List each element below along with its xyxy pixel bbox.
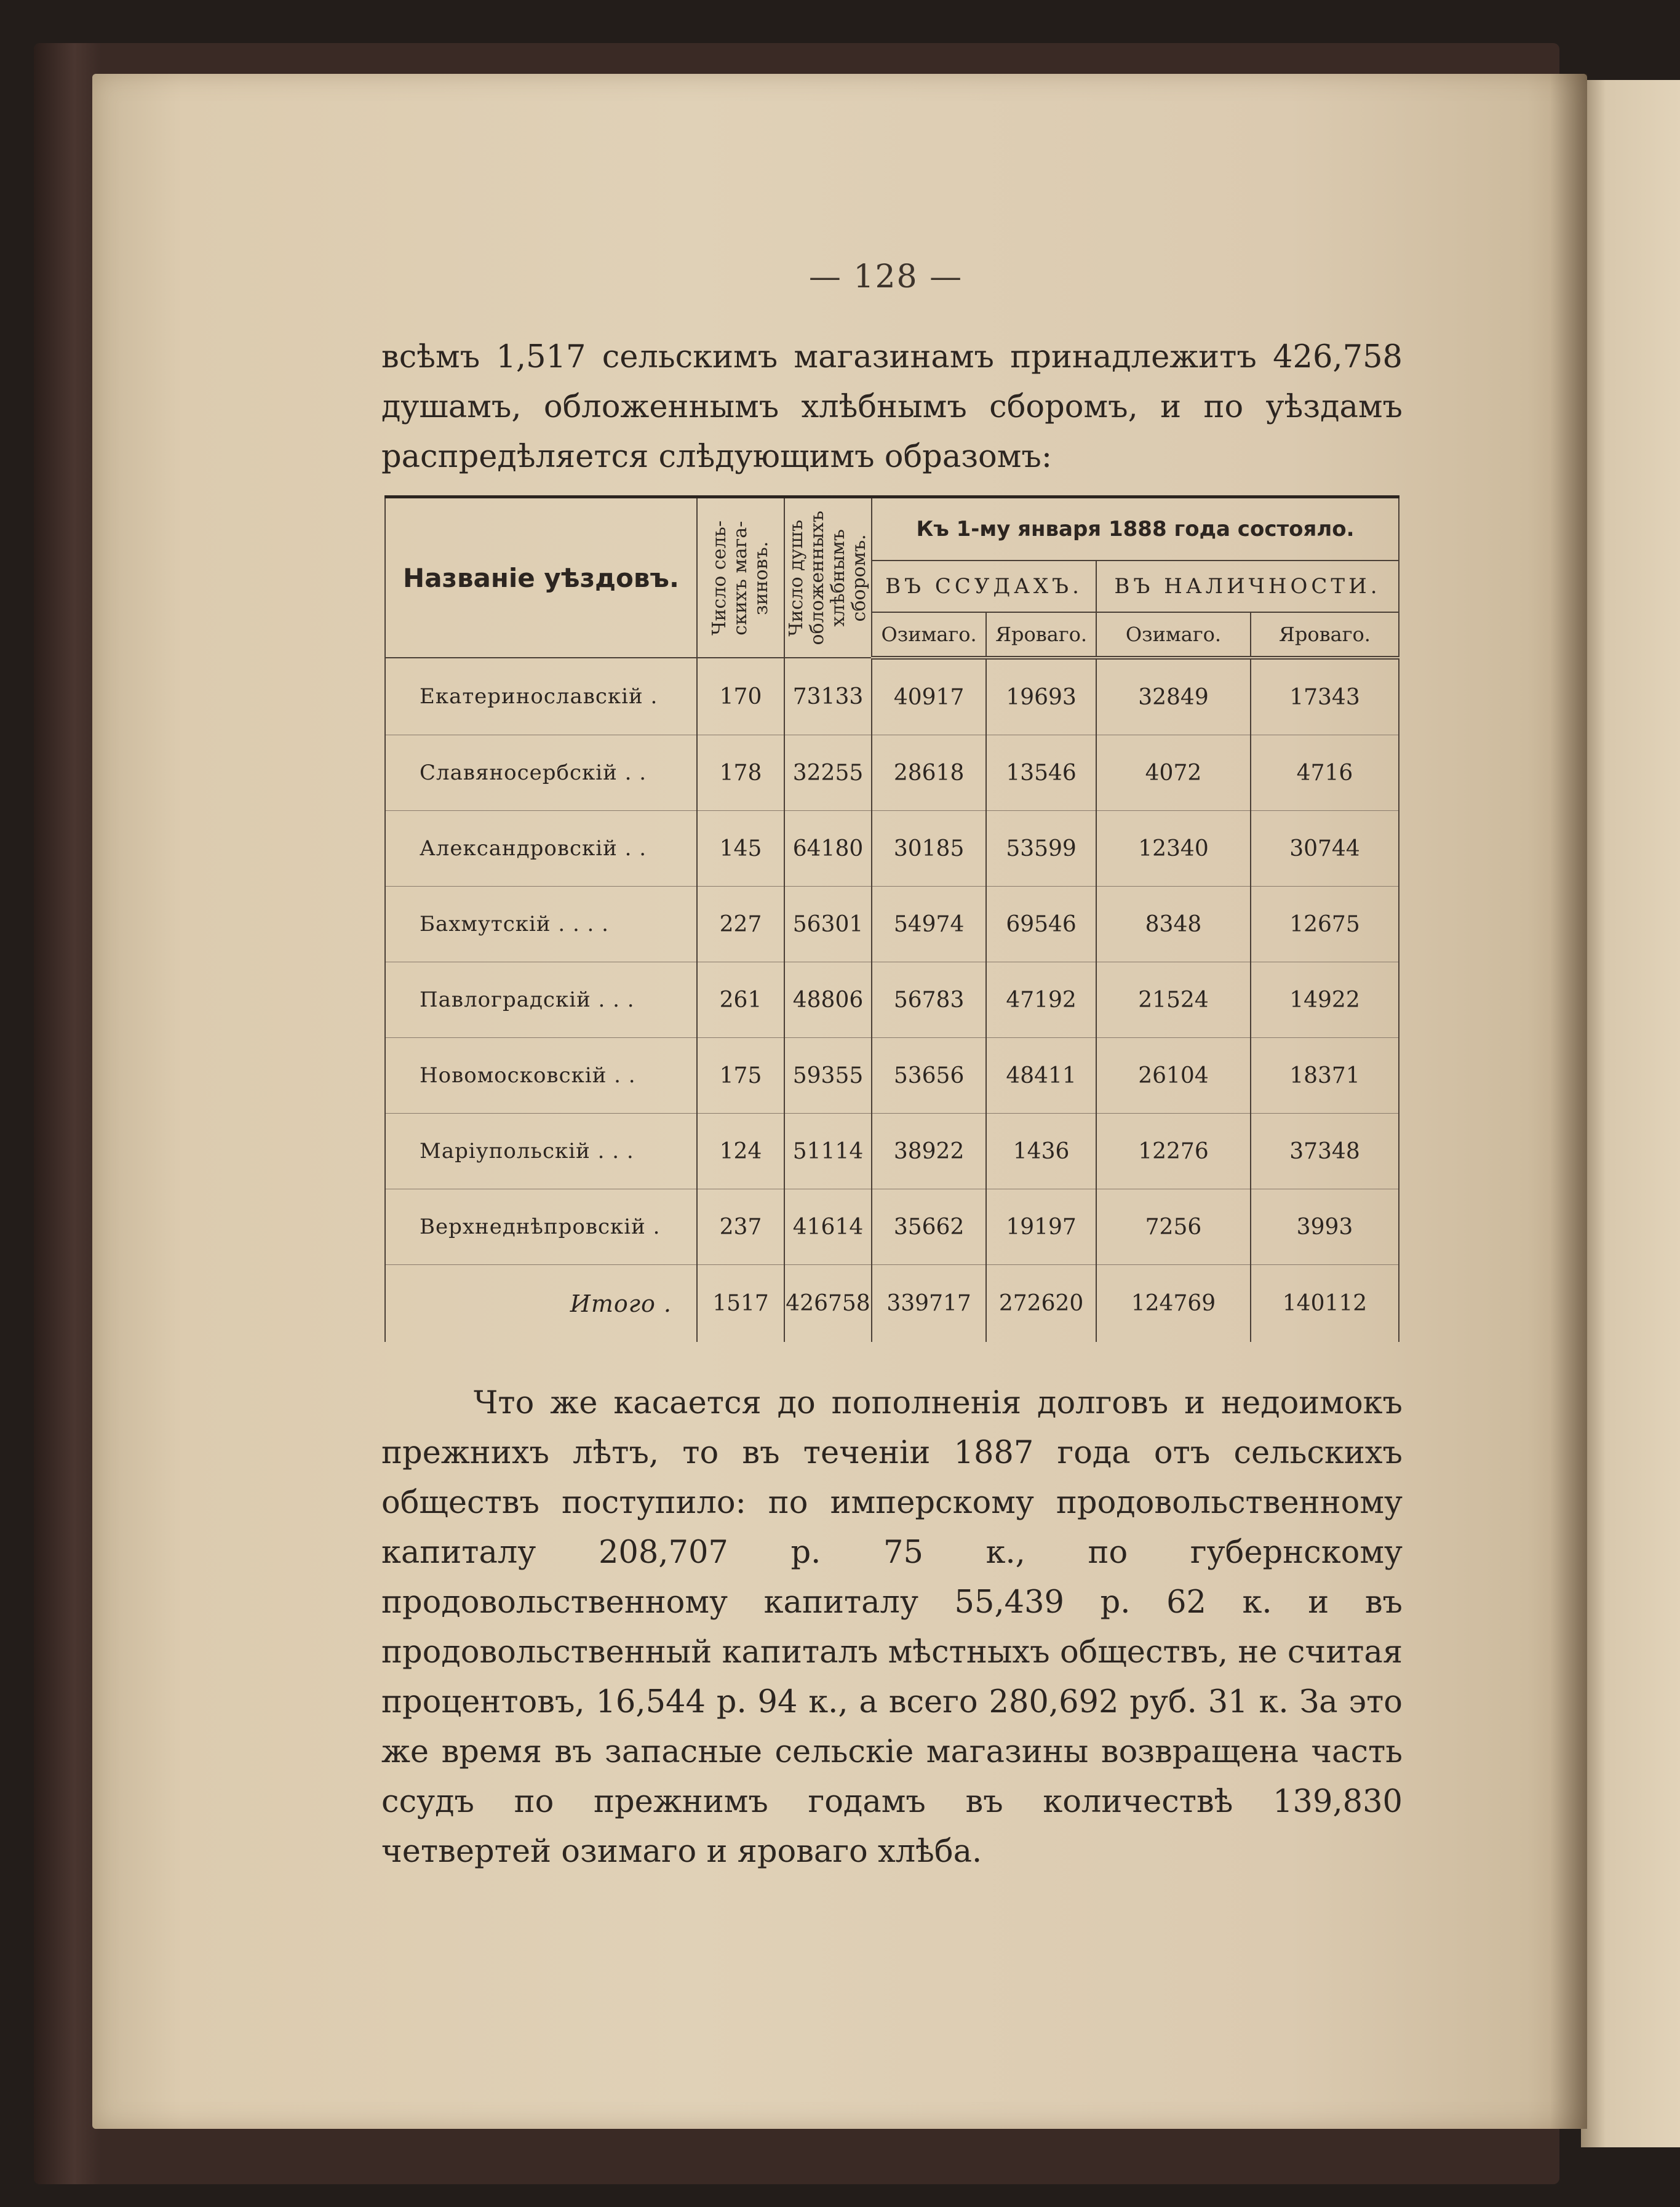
district-name: Верхнеднѣпровскій . <box>385 1189 697 1265</box>
stock-winter: 32849 <box>1096 658 1251 735</box>
stores-count: 261 <box>697 962 784 1038</box>
stock-winter: 26104 <box>1096 1038 1251 1114</box>
loan-winter: 38922 <box>872 1114 986 1189</box>
stores-count: 178 <box>697 735 784 811</box>
stock-spring: 14922 <box>1251 962 1399 1038</box>
stock-winter: 7256 <box>1096 1189 1251 1265</box>
table-row <box>385 811 1399 887</box>
next-page-edge <box>1581 80 1680 2147</box>
souls-count: 64180 <box>784 811 872 887</box>
book-spine-edge <box>34 43 102 2184</box>
loan-spring: 19693 <box>986 658 1096 735</box>
district-name: Екатеринославскій . <box>385 658 697 735</box>
loan-winter: 53656 <box>872 1038 986 1114</box>
stock-winter: 12276 <box>1096 1114 1251 1189</box>
souls-count: 73133 <box>784 658 872 735</box>
table-row <box>385 1114 1399 1189</box>
header-loans: ВЪ ССУДАХЪ. <box>872 561 1096 612</box>
total-loan-winter: 339717 <box>872 1265 986 1343</box>
table-row <box>385 735 1399 811</box>
loan-spring: 47192 <box>986 962 1096 1038</box>
header-souls-count: Число душъ обложенныхъ хлѣбнымъ сборомъ. <box>784 497 872 658</box>
loan-spring: 19197 <box>986 1189 1096 1265</box>
loan-winter: 54974 <box>872 887 986 962</box>
stock-spring: 4716 <box>1251 735 1399 811</box>
paragraph-bottom: Что же касается до пополненія долговъ и недоимокъ прежнихъ лѣтъ, то въ теченіи 1887 года отъ сельскихъ обществъ поступило: по имперскому продовольственному капиталу 208,707 р. 75 к., по губернскому продовольственному капиталу 55,439 р. 62 к. и въ продовольственный капиталъ мѣстныхъ обществъ, не считая процентовъ, 16,544 р. 94 к., а всего 280,692 руб. 31 к. За это же время въ запасные сельскіе магазины возвращена часть ссудъ по прежнимъ годамъ въ количествѣ 139,830 четвертей озимаго и яроваго хлѣба. <box>381 1385 1403 1870</box>
stores-count: 175 <box>697 1038 784 1114</box>
stores-count: 170 <box>697 658 784 735</box>
stock-winter: 4072 <box>1096 735 1251 811</box>
district-name: Славяносербскій . . <box>385 735 697 811</box>
loan-winter: 40917 <box>872 658 986 735</box>
table-row <box>385 887 1399 962</box>
total-stock-spring: 140112 <box>1251 1265 1399 1343</box>
header-as-of-date: Къ 1-му января 1888 года состояло. <box>872 497 1399 561</box>
loan-winter: 56783 <box>872 962 986 1038</box>
district-name: Павлоградскій . . . <box>385 962 697 1038</box>
page-gutter-shadow <box>1550 74 1587 2129</box>
loan-spring: 53599 <box>986 811 1096 887</box>
souls-count: 41614 <box>784 1189 872 1265</box>
souls-count: 51114 <box>784 1114 872 1189</box>
loan-spring: 69546 <box>986 887 1096 962</box>
total-loan-spring: 272620 <box>986 1265 1096 1343</box>
loan-spring: 13546 <box>986 735 1096 811</box>
header-loans-winter: Озимаго. <box>872 612 986 658</box>
loan-winter: 35662 <box>872 1189 986 1265</box>
district-name: Новомосковскій . . <box>385 1038 697 1114</box>
stores-count: 227 <box>697 887 784 962</box>
loan-winter: 30185 <box>872 811 986 887</box>
table-total-row <box>385 1265 1399 1343</box>
paragraph-top: всѣмъ 1,517 сельскимъ магазинамъ принадлежитъ 426,758 душамъ, обложеннымъ хлѣбнымъ сборомъ, и по уѣздамъ распредѣляется слѣдующимъ образомъ: <box>381 339 1403 475</box>
page-number: — 128 — <box>808 258 963 295</box>
loan-spring: 48411 <box>986 1038 1096 1114</box>
header-district-name: Названіе уѣздовъ. <box>385 497 697 658</box>
district-name: Маріупольскій . . . <box>385 1114 697 1189</box>
stores-count: 237 <box>697 1189 784 1265</box>
stock-winter: 12340 <box>1096 811 1251 887</box>
header-stock-winter: Озимаго. <box>1096 612 1251 658</box>
stock-spring: 12675 <box>1251 887 1399 962</box>
stock-spring: 30744 <box>1251 811 1399 887</box>
district-table <box>384 495 1399 1342</box>
stores-count: 124 <box>697 1114 784 1189</box>
total-stores: 1517 <box>697 1265 784 1343</box>
table-row <box>385 658 1399 735</box>
table-row <box>385 962 1399 1038</box>
stores-count: 145 <box>697 811 784 887</box>
stock-winter: 21524 <box>1096 962 1251 1038</box>
stock-spring: 18371 <box>1251 1038 1399 1114</box>
total-souls: 426758 <box>784 1265 872 1343</box>
stock-spring: 37348 <box>1251 1114 1399 1189</box>
loan-winter: 28618 <box>872 735 986 811</box>
header-loans-spring: Яроваго. <box>986 612 1096 658</box>
souls-count: 32255 <box>784 735 872 811</box>
header-stock-spring: Яроваго. <box>1251 612 1399 658</box>
table-row <box>385 1038 1399 1114</box>
souls-count: 59355 <box>784 1038 872 1114</box>
stock-spring: 3993 <box>1251 1189 1399 1265</box>
table-row <box>385 1189 1399 1265</box>
total-stock-winter: 124769 <box>1096 1265 1251 1343</box>
header-stock: ВЪ НАЛИЧНОСТИ. <box>1096 561 1399 612</box>
header-stores-count: Число сель- скихъ мага- зиновъ. <box>697 497 784 658</box>
district-name: Александровскій . . <box>385 811 697 887</box>
district-name: Бахмутскій . . . . <box>385 887 697 962</box>
loan-spring: 1436 <box>986 1114 1096 1189</box>
total-label: Итого . <box>385 1265 697 1343</box>
stock-winter: 8348 <box>1096 887 1251 962</box>
stock-spring: 17343 <box>1251 658 1399 735</box>
souls-count: 48806 <box>784 962 872 1038</box>
souls-count: 56301 <box>784 887 872 962</box>
